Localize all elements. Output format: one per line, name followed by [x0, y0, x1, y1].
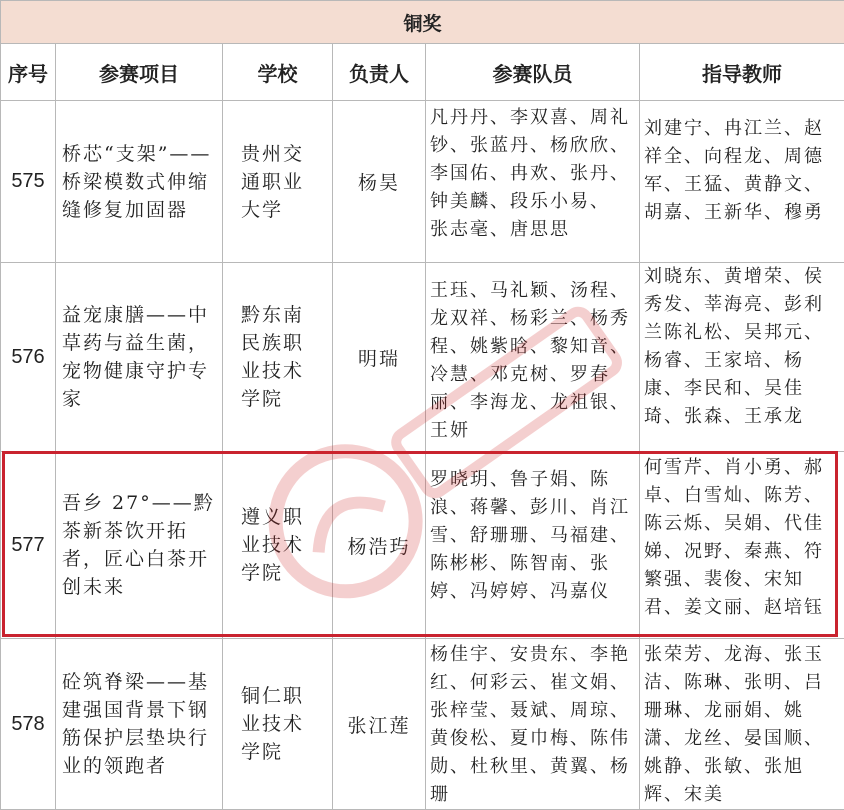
- table-row: [1, 263, 844, 452]
- row-leader: 杨昊: [333, 101, 426, 263]
- row-teachers: 刘建宁、冉江兰、赵祥全、向程龙、周德军、王猛、黄静文、胡嘉、王新华、穆勇: [644, 101, 840, 263]
- row-teachers: 刘晓东、黄增荣、侯秀发、莘海亮、彭利兰陈礼松、吴邦元、杨睿、王家培、杨康、李民和、吴佳琦、张森、王承龙: [644, 263, 840, 451]
- row-project: 益宠康膳——中草药与益生菌，宠物健康守护专家: [56, 263, 223, 452]
- row-school: 铜仁职业技术学院: [223, 639, 333, 810]
- header-row: [1, 44, 844, 101]
- row-leader: 张江莲: [333, 639, 426, 810]
- row-index: 577: [1, 452, 56, 639]
- row-leader: 杨浩玙: [333, 452, 426, 639]
- header-school: 学校: [223, 44, 333, 101]
- row-leader: 明瑞: [333, 263, 426, 452]
- row-index: 576: [1, 263, 56, 452]
- row-school: 遵义职业技术学院: [223, 452, 333, 639]
- table-row: [1, 101, 844, 263]
- header-team: 参赛队员: [426, 44, 640, 101]
- row-team: 凡丹丹、李双喜、周礼钞、张蓝丹、杨欣欣、李国佑、冉欢、张丹、钟美麟、段乐小易、 张志毫、唐思思: [430, 101, 635, 263]
- row-index: 578: [1, 639, 56, 810]
- table-row: [1, 452, 844, 639]
- row-project: 吾乡 27°——黔茶新茶饮开拓者，匠心白茶开创未来: [56, 452, 223, 639]
- header-leader: 负责人: [333, 44, 426, 101]
- row-school: 黔东南民族职业技术学院: [223, 263, 333, 452]
- row-team: 王珏、马礼颖、汤程、龙双祥、杨彩兰、杨秀程、姚紫晗、黎知音、冷慧、邓克树、罗春丽、李海龙、龙祖银、王妍: [430, 263, 635, 452]
- row-team: 杨佳宇、安贵东、李艳红、何彩云、崔文娟、张梓莹、聂斌、周琼、黄俊松、夏巾梅、陈伟勋、杜秋里、黄翼、杨珊: [430, 639, 635, 810]
- row-project: 砼筑脊梁——基建强国背景下钢筋保护层垫块行业的领跑者: [56, 639, 223, 810]
- section-title: 铜奖: [1, 1, 844, 44]
- row-project: 桥芯“支架”——桥梁模数式伸缩缝修复加固器: [56, 101, 223, 263]
- header-index: 序号: [1, 44, 56, 101]
- row-teachers: 张荣芳、龙海、张玉洁、陈琳、张明、吕珊琳、龙丽娟、姚潇、龙丝、晏国顺、姚静、张敏、张旭辉、宋美: [644, 639, 840, 810]
- table-row: [1, 639, 844, 810]
- row-index: 575: [1, 101, 56, 263]
- row-teachers: 何雪芹、肖小勇、郝卓、白雪灿、陈芳、陈云烁、吴娟、代佳娣、况野、秦燕、符繁强、裴俊、宋知君、姜文丽、赵培钰: [644, 452, 840, 639]
- row-team: 罗晓玥、鲁子娟、陈浪、蒋馨、彭川、肖江雪、舒珊珊、马福建、陈彬彬、陈智南、张婷、冯婷婷、冯嘉仪: [430, 452, 635, 639]
- section-title-row: [1, 1, 844, 44]
- row-school: 贵州交通职业大学: [223, 101, 333, 263]
- header-teachers: 指导教师: [640, 44, 844, 101]
- header-project: 参赛项目: [56, 44, 223, 101]
